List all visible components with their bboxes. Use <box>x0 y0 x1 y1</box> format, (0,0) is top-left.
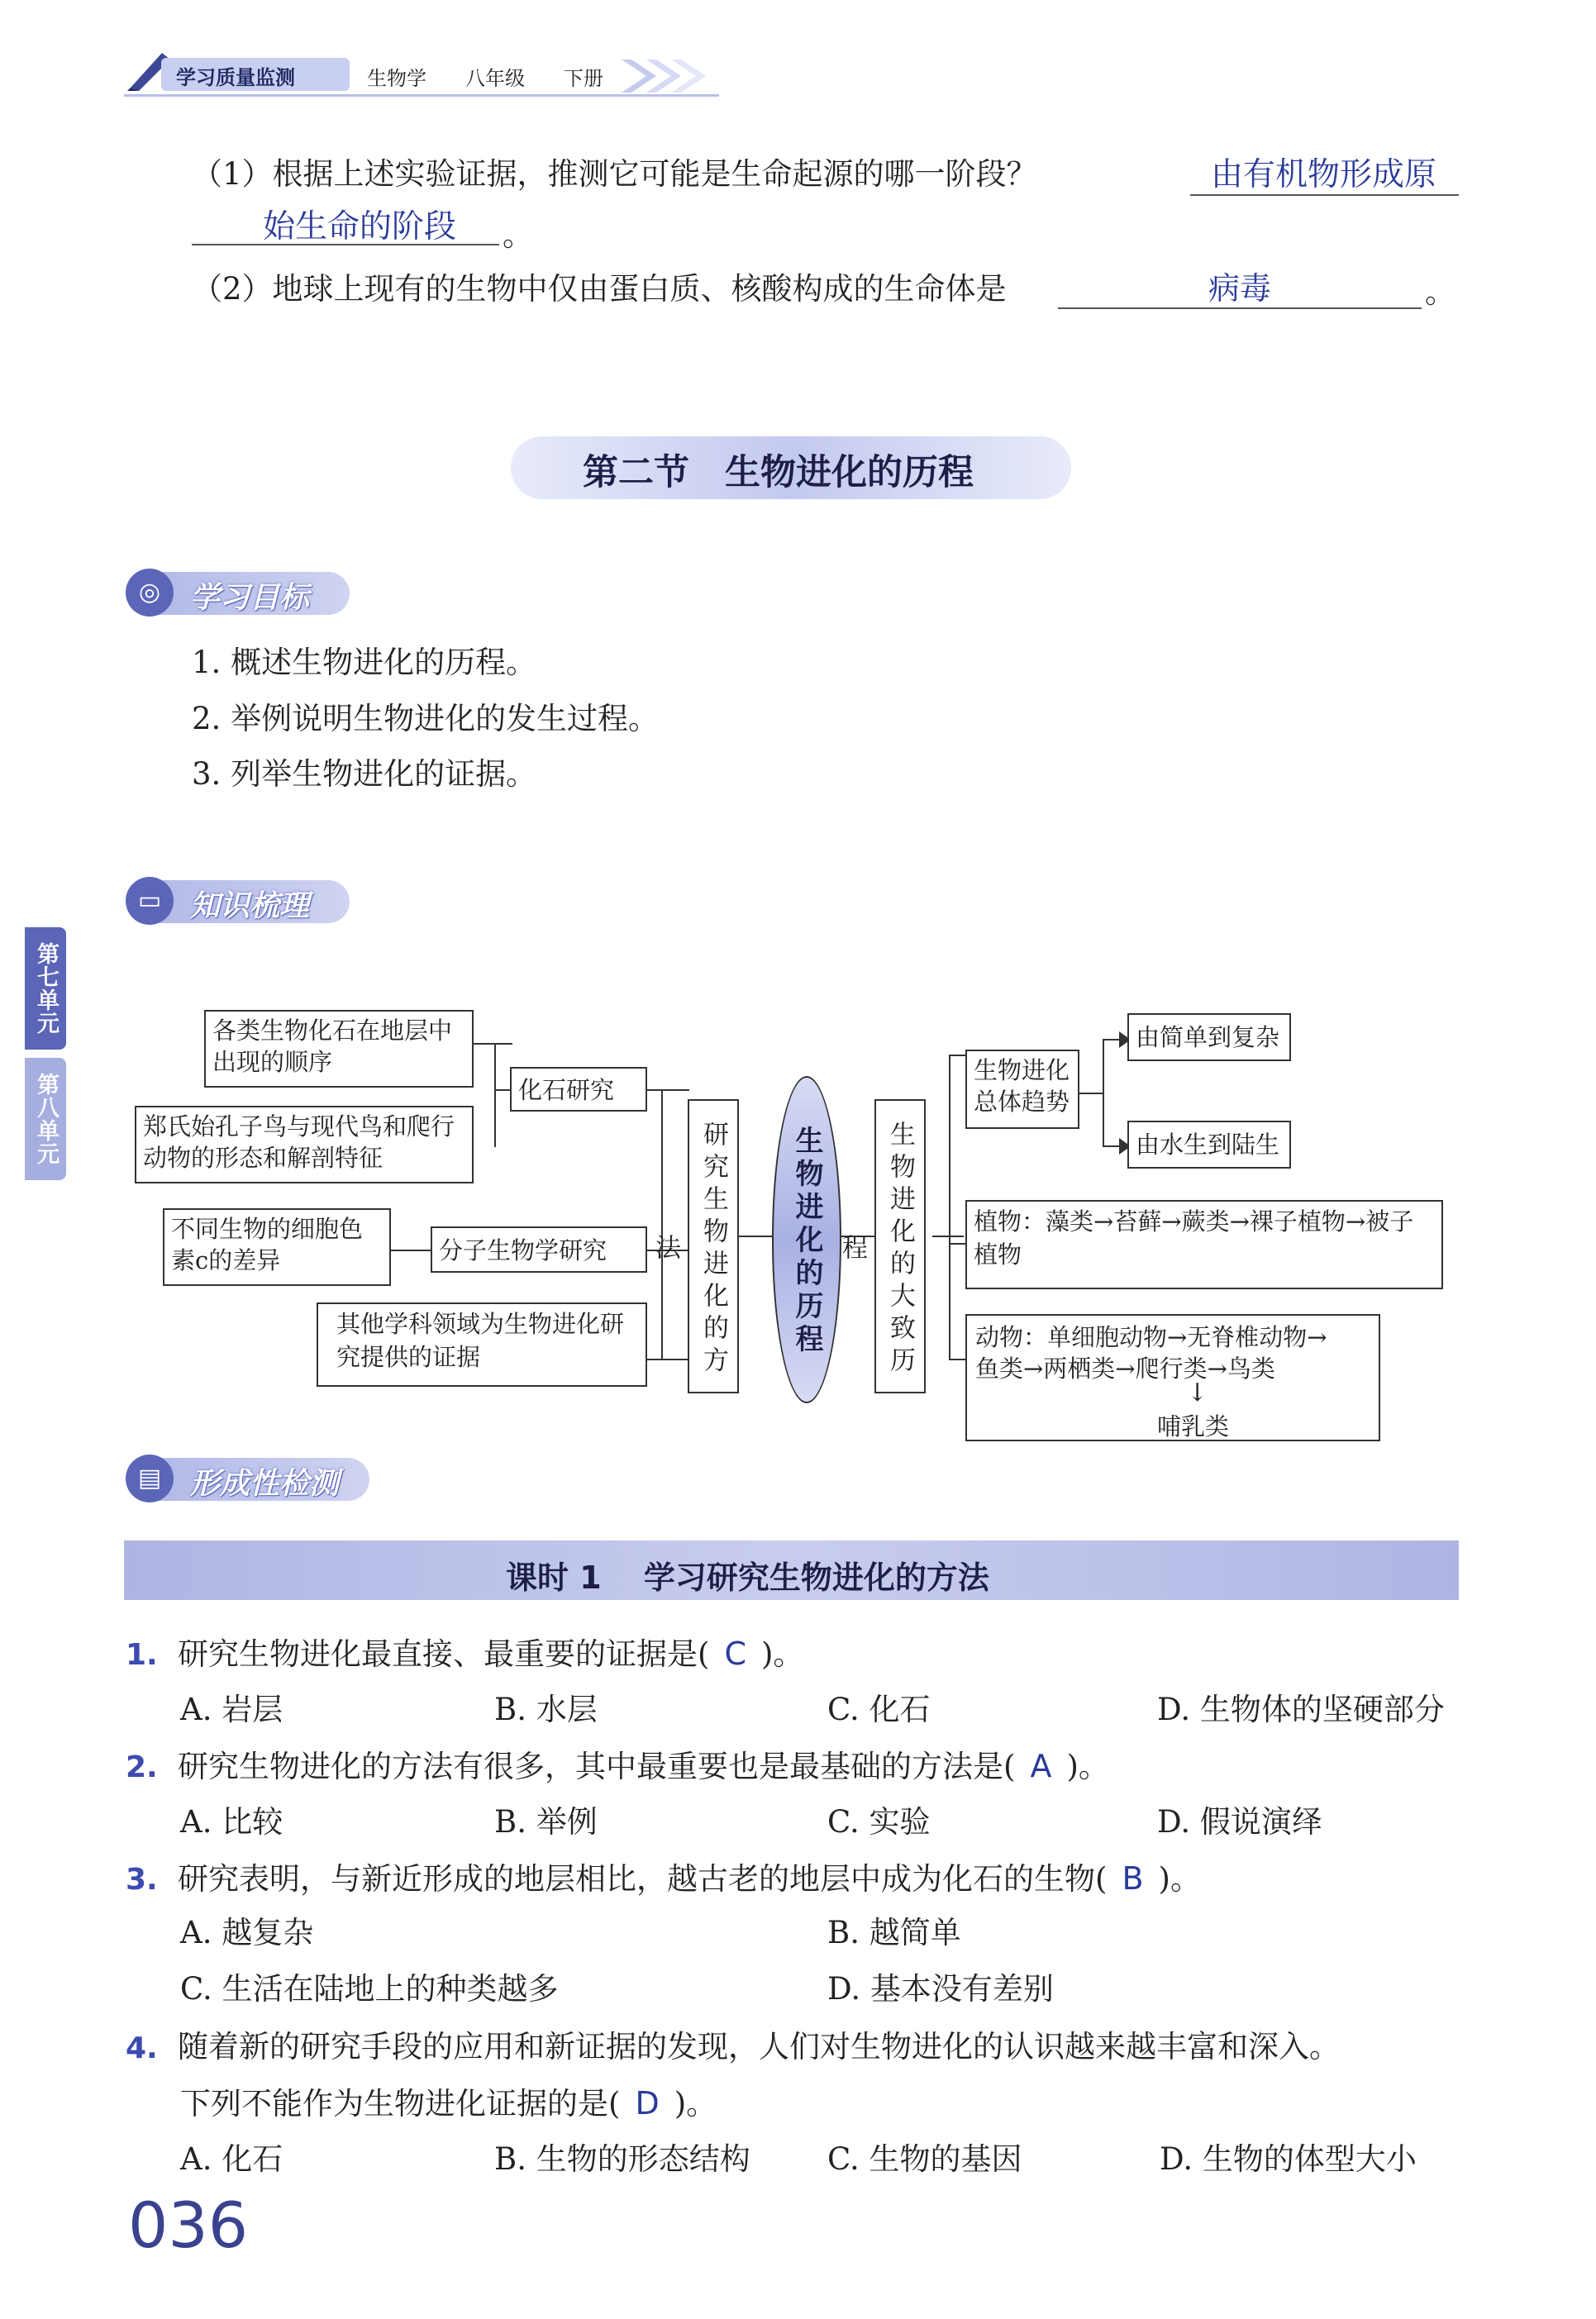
option: D. 基本没有差别 <box>827 1971 1054 2007</box>
objectives-heading: 学习目标 <box>190 581 310 615</box>
molecular-research-box: 分子生物学研究 <box>431 1226 647 1273</box>
option: C. 生物的基因 <box>827 2141 1022 2177</box>
connector <box>661 1089 663 1359</box>
connector <box>646 1089 689 1091</box>
fossil-research-box: 化石研究 <box>510 1067 647 1112</box>
option: C. 生活在陆地上的种类越多 <box>180 1971 559 2007</box>
simple-to-complex-box: 由简单到复杂 <box>1127 1013 1291 1061</box>
center-label: 生物进化的历程 <box>790 1126 823 1357</box>
course-spine: 生物进化的大致历程 <box>874 1099 926 1393</box>
option: A. 化石 <box>180 2141 283 2177</box>
option: C. 化石 <box>827 1692 931 1727</box>
connector <box>932 1236 964 1237</box>
animals-line-3: 哺乳类 <box>1157 1412 1230 1440</box>
connector <box>949 1359 965 1360</box>
period: 。 <box>503 217 533 253</box>
clipboard-icon: ▤ <box>126 1455 174 1502</box>
other-evidence-box: 其他学科领域为生物进化研究提供的证据 <box>317 1302 647 1387</box>
archaeopteryx-box: 郑氏始孔子鸟与现代鸟和爬行动物的形态和解剖特征 <box>135 1106 474 1183</box>
option: D. 生物体的坚硬部分 <box>1157 1692 1445 1727</box>
option: B. 生物的形态结构 <box>494 2141 750 2177</box>
chevrons-icon <box>622 58 721 94</box>
knowledge-heading: 知识梳理 <box>190 889 310 923</box>
connector <box>646 1359 689 1360</box>
connector <box>473 1043 512 1045</box>
header-grade: 八年级 <box>465 67 525 90</box>
handwritten-answer: 由有机物形成原 <box>1211 156 1437 193</box>
formative-heading: 形成性检测 <box>190 1467 340 1501</box>
fossil-order-box: 各类生物化石在地层中出现的顺序 <box>204 1010 474 1088</box>
option: A. 比较 <box>180 1804 283 1840</box>
connector <box>494 1089 511 1091</box>
side-tab-unit8: 第八单元 <box>25 1058 66 1180</box>
connector <box>949 1055 950 1359</box>
question-stem-line-1: 随着新的研究手段的应用和新证据的发现，人们对生物进化的认识越来越丰富和深入。 <box>178 2029 1340 2064</box>
objective-item: 1. 概述生物进化的历程。 <box>192 645 537 680</box>
trend-box: 生物进化总体趋势 <box>965 1050 1079 1129</box>
connector <box>1079 1093 1104 1094</box>
question-stem: 研究生物进化最直接、最重要的证据是( C )。 <box>178 1636 804 1672</box>
cytochrome-box: 不同生物的细胞色素c的差异 <box>163 1208 391 1286</box>
connector <box>1103 1039 1104 1146</box>
section-title: 第二节 生物进化的历程 <box>583 452 974 493</box>
objective-item: 3. 列举生物进化的证据。 <box>192 756 537 792</box>
connector <box>949 1055 965 1056</box>
connector <box>390 1250 431 1251</box>
aquatic-to-terrestrial-box: 由水生到陆生 <box>1127 1121 1291 1169</box>
animals-line-1: 动物：单细胞动物→无脊椎动物→ <box>975 1323 1327 1351</box>
objective-item: 2. 举例说明生物进化的发生过程。 <box>192 701 660 736</box>
option: C. 实验 <box>827 1804 931 1840</box>
question-stem: 下列不能作为生物进化证据的是( D )。 <box>180 2085 717 2121</box>
connector <box>494 1043 496 1147</box>
connector <box>738 1236 773 1237</box>
header-volume: 下册 <box>564 67 603 90</box>
intro-q2: （2）地球上现有的生物中仅由蛋白质、核酸构成的生命体是 <box>192 271 1007 307</box>
question-number: 3. <box>126 1863 158 1897</box>
down-arrow-icon: ↓ <box>1187 1379 1208 1407</box>
side-tab-unit7: 第七单元 <box>25 927 66 1050</box>
intro-q1: （1）根据上述实验证据，推测它可能是生命起源的哪一阶段？ <box>192 156 1037 192</box>
handwritten-answer: 始生命的阶段 <box>263 208 457 245</box>
methods-spine: 研究生物进化的方法 <box>688 1099 739 1393</box>
question-stem: 研究表明，与新近形成的地层相比，越古老的地层中成为化石的生物( B )。 <box>178 1860 1201 1897</box>
target-icon: ◎ <box>126 569 174 617</box>
option: D. 生物的体型大小 <box>1160 2141 1417 2177</box>
header-series: 学习质量监测 <box>176 66 295 89</box>
page-number: 036 <box>128 2188 249 2262</box>
animals-line-2: 鱼类→两栖类→爬行类→鸟类 <box>975 1355 1275 1383</box>
notebook-icon: ▭ <box>126 877 174 925</box>
option: A. 岩层 <box>180 1692 283 1727</box>
option: B. 举例 <box>494 1804 598 1840</box>
period: 。 <box>1425 274 1455 310</box>
option: B. 越简单 <box>827 1915 961 1950</box>
lesson-title: 课时 1 学习研究生物进化的方法 <box>506 1559 989 1596</box>
question-number: 4. <box>126 2031 158 2065</box>
option: A. 越复杂 <box>180 1915 314 1950</box>
question-number: 2. <box>126 1750 158 1784</box>
handwritten-answer: 病毒 <box>1208 270 1272 307</box>
question-stem: 研究生物进化的方法有很多，其中最重要也是最基础的方法是( A )。 <box>178 1748 1109 1784</box>
question-number: 1. <box>126 1638 158 1672</box>
connector <box>949 1243 965 1245</box>
header-subject: 生物学 <box>367 67 426 90</box>
option: B. 水层 <box>494 1692 598 1727</box>
plants-box: 植物：藻类→苔藓→蕨类→裸子植物→被子植物 <box>965 1200 1443 1289</box>
option: D. 假说演绎 <box>1157 1804 1322 1840</box>
